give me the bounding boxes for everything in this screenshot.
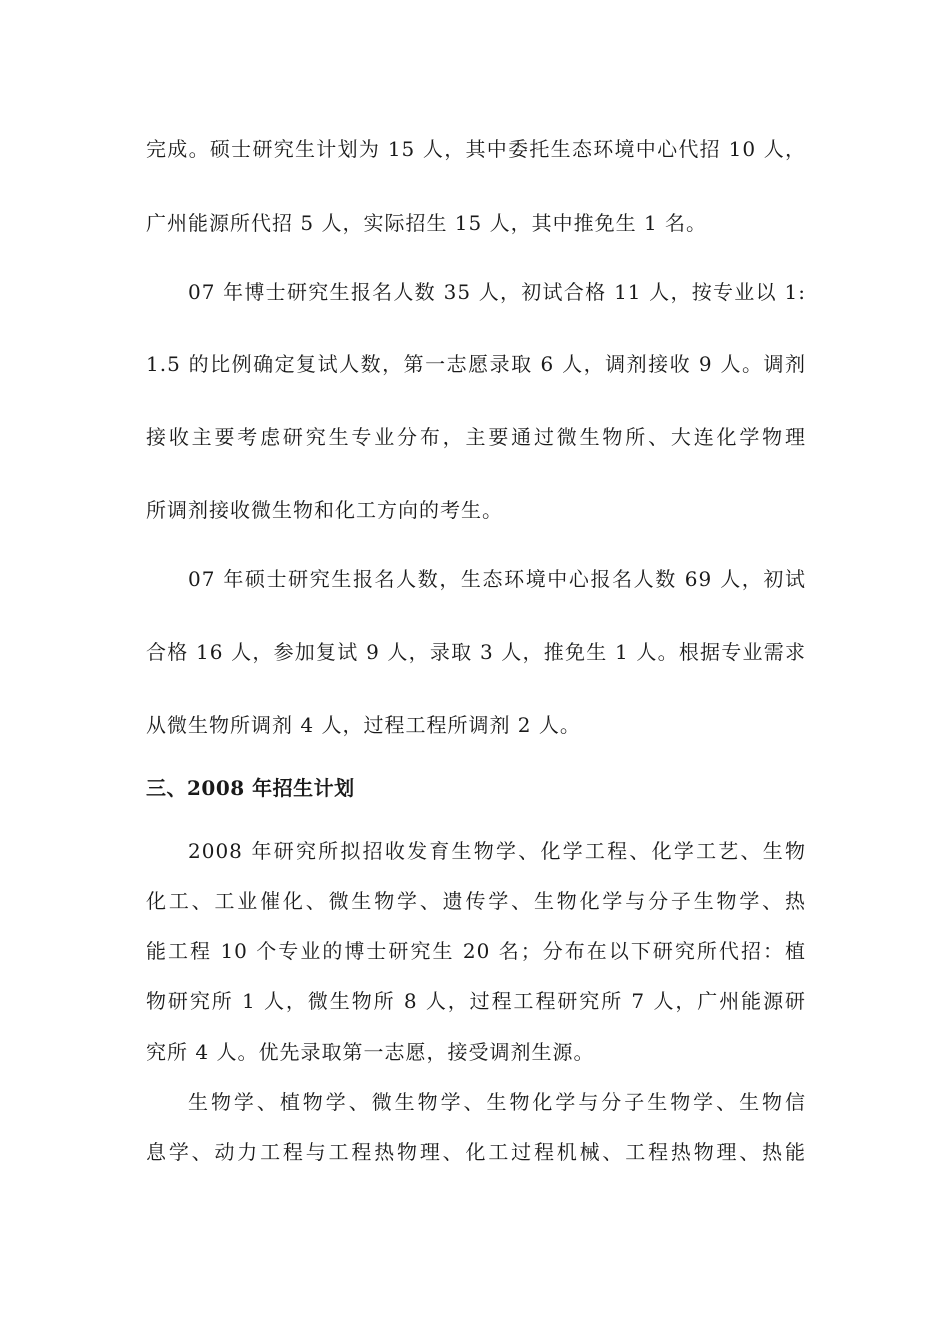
text-line: 物研究所 1 人，微生物所 8 人，过程工程研究所 7 人，广州能源研	[146, 989, 806, 1013]
text-line: 合格 16 人，参加复试 9 人，录取 3 人，推免生 1 人。根据专业需求	[146, 640, 806, 664]
text-line: 所调剂接收微生物和化工方向的考生。	[146, 498, 503, 522]
text-line: 息学、动力工程与工程热物理、化工过程机械、工程热物理、热能	[146, 1140, 806, 1164]
text-line: 从微生物所调剂 4 人，过程工程所调剂 2 人。	[146, 713, 581, 737]
text-line: 究所 4 人。优先录取第一志愿，接受调剂生源。	[146, 1040, 595, 1064]
text-line: 广州能源所代招 5 人，实际招生 15 人，其中推免生 1 名。	[146, 211, 708, 235]
text-line: 07 年硕士研究生报名人数，生态环境中心报名人数 69 人，初试	[188, 567, 806, 591]
text-line: 能工程 10 个专业的博士研究生 20 名；分布在以下研究所代招：植	[146, 939, 806, 963]
text-line: 1.5 的比例确定复试人数，第一志愿录取 6 人，调剂接收 9 人。调剂	[146, 352, 806, 376]
section-heading: 三、2008 年招生计划	[146, 776, 355, 800]
text-line: 化工、工业催化、微生物学、遗传学、生物化学与分子生物学、热	[146, 889, 806, 913]
text-line: 07 年博士研究生报名人数 35 人，初试合格 11 人，按专业以 1:	[188, 280, 806, 304]
text-line: 接收主要考虑研究生专业分布，主要通过微生物所、大连化学物理	[146, 425, 806, 449]
text-line: 生物学、植物学、微生物学、生物化学与分子生物学、生物信	[188, 1090, 806, 1114]
text-line: 完成。硕士研究生计划为 15 人，其中委托生态环境中心代招 10 人，	[146, 137, 806, 161]
text-line: 2008 年研究所拟招收发育生物学、化学工程、化学工艺、生物	[188, 839, 806, 863]
